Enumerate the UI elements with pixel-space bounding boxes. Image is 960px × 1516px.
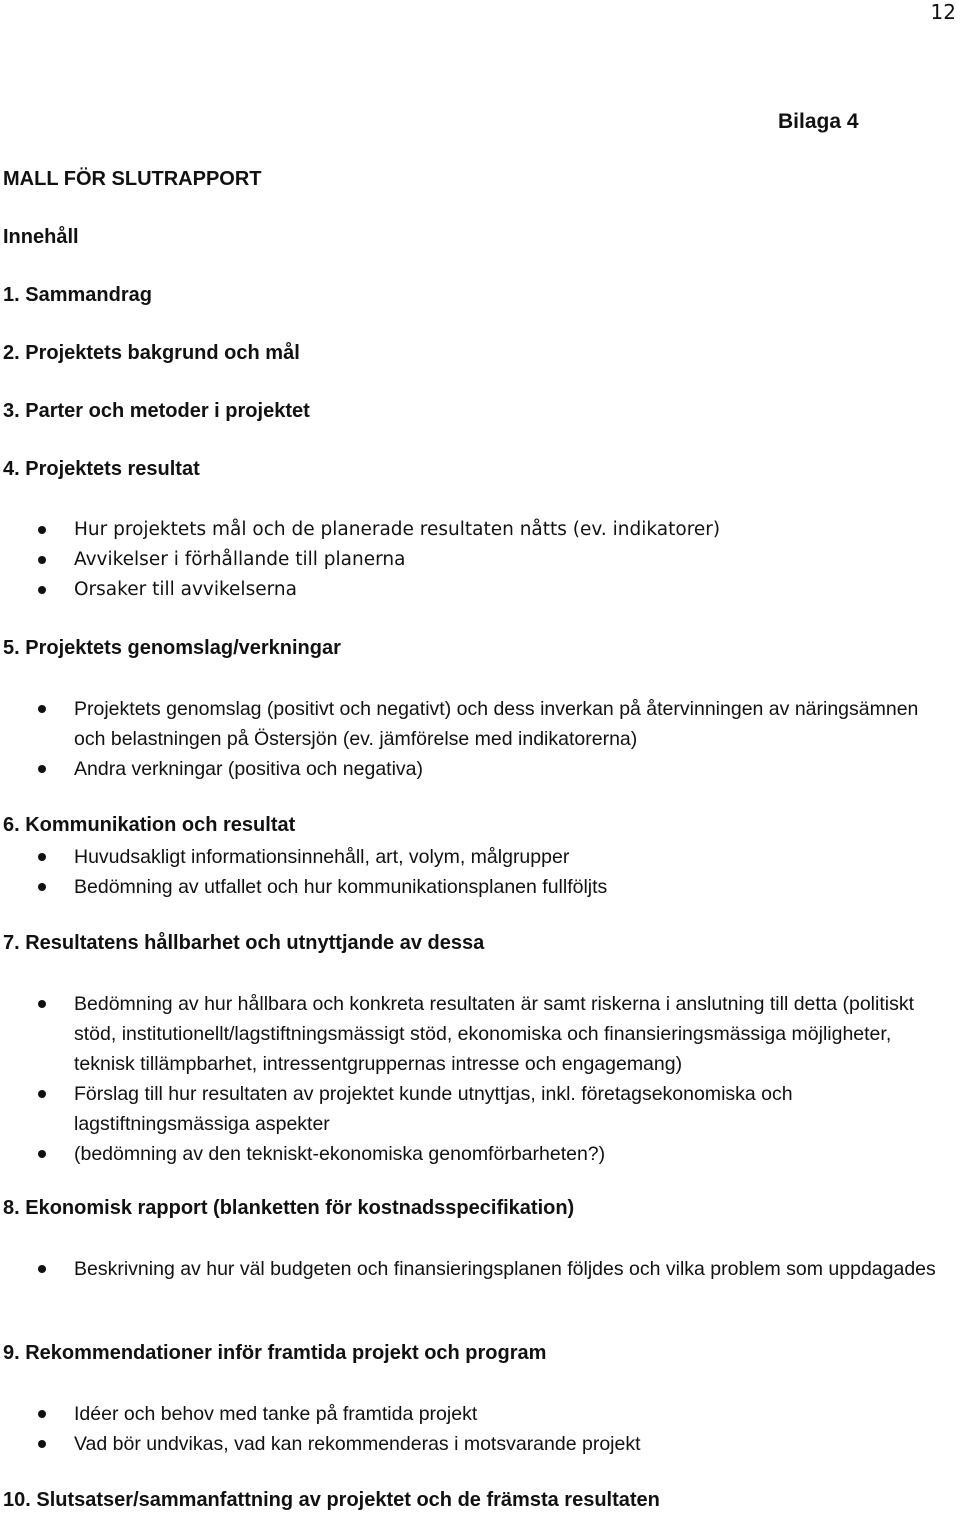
list-item: Bedömning av utfallet och hur kommunikationsplanen fullföljts [0,872,950,902]
document-title: MALL FÖR SLUTRAPPORT [3,168,262,190]
section-heading-9: 9. Rekommendationer inför framtida projekt och program [3,1342,547,1364]
bullet-icon [38,526,46,534]
list-item: (bedömning av den tekniskt-ekonomiska genomförbarheten?) [0,1139,950,1169]
section-heading-8: 8. Ekonomisk rapport (blanketten för kostnadsspecifikation) [3,1197,575,1219]
bullet-icon [38,853,46,861]
list-item: Vad bör undvikas, vad kan rekommenderas i motsvarande projekt [0,1429,950,1459]
section-heading-10: 10. Slutsatser/sammanfattning av projektet och de främsta resultaten [3,1489,660,1511]
page-number: 12 [930,0,956,24]
list-item: Avvikelser i förhållande till planerna [0,545,950,575]
contents-label: Innehåll [3,226,79,248]
bullet-icon [38,1090,46,1098]
bullet-icon [38,586,46,594]
bullet-icon [38,705,46,713]
bullet-icon [38,1410,46,1418]
list-item: Beskrivning av hur väl budgeten och finansieringsplanen följdes och vilka problem som uppdagades [0,1254,950,1284]
list-item: Huvudsakligt informationsinnehåll, art, volym, målgrupper [0,842,950,872]
section-7-bullets [0,989,950,1169]
section-heading-6: 6. Kommunikation och resultat [3,814,296,836]
section-heading-3: 3. Parter och metoder i projektet [3,400,310,422]
section-heading-5: 5. Projektets genomslag/verkningar [3,637,341,659]
list-item: Idéer och behov med tanke på framtida projekt [0,1399,950,1429]
bullet-icon [38,1150,46,1158]
bullet-icon [38,1265,46,1273]
section-5-bullets [0,694,950,784]
section-6-bullets [0,842,950,902]
bullet-icon [38,883,46,891]
section-4-bullets [0,515,950,605]
section-9-bullets [0,1399,950,1459]
bullet-icon [38,765,46,773]
bullet-icon [38,1000,46,1008]
bullet-icon [38,1440,46,1448]
list-item: Andra verkningar (positiva och negativa) [0,754,950,784]
section-heading-7: 7. Resultatens hållbarhet och utnyttjande av dessa [3,932,485,954]
section-heading-4: 4. Projektets resultat [3,458,200,480]
section-8-bullets [0,1254,950,1284]
bullet-icon [38,556,46,564]
appendix-label: Bilaga 4 [778,110,859,133]
section-heading-2: 2. Projektets bakgrund och mål [3,342,300,364]
list-item: Hur projektets mål och de planerade resultaten nåtts (ev. indikatorer) [0,515,950,545]
list-item: Projektets genomslag (positivt och negativt) och dess inverkan på återvinningen av näringsämnen och belastningen på Östersjön (ev. jämförelse med indikatorerna) [0,694,950,754]
section-heading-1: 1. Sammandrag [3,284,152,306]
list-item: Orsaker till avvikelserna [0,575,950,605]
list-item: Förslag till hur resultaten av projektet kunde utnyttjas, inkl. företagsekonomiska och lagstiftningsmässiga aspekter [0,1079,950,1139]
list-item: Bedömning av hur hållbara och konkreta resultaten är samt riskerna i anslutning till detta (politiskt stöd, institutionellt/lagstiftningsmässigt stöd, ekonomiska och finansieringsmässiga möjligheter, teknisk tillämpbarhet, intressentgruppernas intresse och engagemang) [0,989,950,1079]
